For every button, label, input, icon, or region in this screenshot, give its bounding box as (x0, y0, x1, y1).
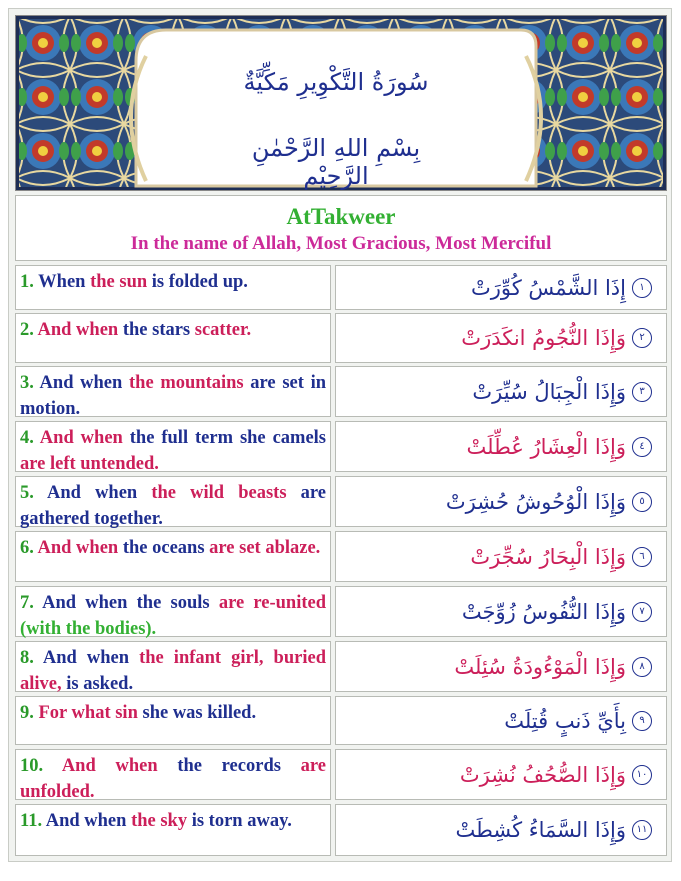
verse-translation (15, 476, 331, 527)
verse-arabic-text: وَإِذَا الْبِحَارُ سُجِّرَتْ (470, 544, 626, 569)
verse-arabic-cell (335, 421, 667, 472)
verse-arabic-cell (335, 586, 667, 637)
verse-text-segment: the sky (131, 811, 188, 831)
verse-row (15, 421, 667, 472)
verse-translation (15, 265, 331, 310)
verse-number: 10. (20, 756, 62, 776)
verse-text-segment: (with the bodies). (20, 619, 157, 639)
surah-title: AtTakweer (286, 204, 396, 229)
verse-translation (15, 531, 331, 582)
verse-text-segment: the full term she camels (122, 428, 326, 448)
verse-end-marker-icon: ٢ (632, 328, 652, 348)
verse-text-segment: are left untended. (20, 454, 159, 474)
verse-end-marker-icon: ٧ (632, 602, 652, 622)
verse-text-segment: she was killed. (137, 703, 257, 723)
verse-end-marker-icon: ١١ (632, 820, 652, 840)
verse-text-segment: are re-united (218, 593, 327, 613)
verse-text-segment: is asked. (61, 674, 134, 694)
verse-arabic-text: وَإِذَا الْمَوْءُودَةُ سُئِلَتْ (454, 654, 626, 679)
verse-row (15, 586, 667, 637)
verse-row (15, 804, 667, 856)
verse-number: 1. (20, 272, 39, 292)
verse-text-segment: scatter. (194, 320, 252, 340)
verse-text-segment: the stars (122, 320, 195, 340)
verse-arabic-cell (335, 366, 667, 417)
verse-arabic-text: إِذَا الشَّمْسُ كُوِّرَتْ (470, 275, 626, 300)
verse-translation (15, 313, 331, 363)
verse-number: 3. (20, 373, 40, 393)
verse-text-segment: the mountains (129, 373, 244, 393)
basmala-arabic: بِسْمِ اللهِ الرَّحْمٰنِ الرَّحِيْمِ (251, 134, 421, 190)
verse-arabic-text: وَإِذَا الصُّحُفُ نُشِرَتْ (459, 762, 626, 787)
verse-row (15, 313, 667, 363)
page-frame (8, 8, 672, 862)
verse-text-segment: are unfolded. (20, 756, 326, 802)
surah-name-arabic: سُورَةُ التَّكْوِيرِ مَكِّيَّةٌ (243, 68, 429, 96)
verse-row (15, 531, 667, 582)
verse-arabic-text: وَإِذَا السَّمَاءُ كُشِطَتْ (455, 818, 626, 842)
verse-number: 8. (20, 648, 43, 668)
verse-text-segment: And when (61, 756, 178, 776)
verse-row (15, 696, 667, 745)
verse-text-segment: are gathered together. (20, 483, 327, 529)
verse-text-segment: And when (39, 373, 129, 393)
verse-end-marker-icon: ١ (632, 278, 652, 298)
verse-arabic-cell (335, 804, 667, 856)
verse-text-segment: And when (45, 811, 132, 831)
verse-text-segment: For what sin (38, 703, 138, 723)
verse-text-segment: And when the souls (42, 593, 219, 613)
verse-number: 7. (20, 593, 43, 613)
verse-translation (15, 804, 331, 856)
verse-translation (15, 366, 331, 417)
verse-text-segment: the infant girl, buried alive, (20, 648, 326, 694)
verse-number: 5. (20, 483, 47, 503)
verse-text-segment: And when (37, 320, 123, 340)
verse-arabic-cell (335, 641, 667, 692)
verse-text-segment: the records (177, 756, 301, 776)
verse-text-segment: is folded up. (147, 272, 248, 292)
verse-text-segment: And when (42, 648, 140, 668)
verse-arabic-text: وَإِذَا النُّفُوسُ زُوِّجَتْ (461, 599, 626, 624)
verse-end-marker-icon: ٩ (632, 711, 652, 731)
verse-arabic-cell (335, 313, 667, 363)
verse-translation (15, 749, 331, 800)
verse-text-segment: are set in motion. (20, 373, 326, 419)
verse-arabic-cell (335, 696, 667, 745)
verse-arabic-text: وَإِذَا الْوُحُوشُ حُشِرَتْ (445, 489, 626, 514)
verse-number: 6. (20, 538, 38, 558)
verse-number: 11. (20, 811, 46, 831)
verse-text-segment: is torn away. (187, 811, 292, 831)
verse-text-segment: the sun (90, 272, 148, 292)
verse-row (15, 749, 667, 800)
verse-end-marker-icon: ٦ (632, 547, 652, 567)
verse-number: 4. (20, 428, 40, 448)
verse-number: 2. (20, 320, 38, 340)
verse-text-segment: the wild beasts (151, 483, 287, 503)
verse-text-segment: And when (39, 428, 123, 448)
verse-number: 9. (20, 703, 39, 723)
verse-row (15, 366, 667, 417)
verse-end-marker-icon: ٥ (632, 492, 652, 512)
verse-translation (15, 586, 331, 637)
verse-text-segment: are set ablaze. (209, 538, 321, 558)
verse-translation (15, 641, 331, 692)
basmala-translation: In the name of Allah, Most Gracious, Most Merciful (130, 233, 552, 254)
verse-text-segment: And when (47, 483, 152, 503)
verse-arabic-text: وَإِذَا الْجِبَالُ سُيِّرَتْ (472, 379, 626, 404)
verse-arabic-text: وَإِذَا الْعِشَارُ عُطِّلَتْ (466, 434, 626, 459)
verse-text-segment: And when (37, 538, 119, 558)
verse-translation (15, 421, 331, 472)
verse-arabic-cell (335, 531, 667, 582)
verse-arabic-text: بِأَيِّ ذَنبٍ قُتِلَتْ (504, 708, 626, 733)
verse-arabic-cell (335, 265, 667, 310)
verse-row (15, 476, 667, 527)
verse-end-marker-icon: ٣ (632, 382, 652, 402)
verse-end-marker-icon: ٨ (632, 657, 652, 677)
title-panel (15, 195, 667, 261)
verse-arabic-cell (335, 476, 667, 527)
verse-text-segment: the oceans (118, 538, 210, 558)
verse-end-marker-icon: ١٠ (632, 765, 652, 785)
verse-end-marker-icon: ٤ (632, 437, 652, 457)
verse-arabic-cell (335, 749, 667, 800)
verse-arabic-text: وَإِذَا النُّجُومُ انكَدَرَتْ (461, 326, 626, 350)
surah-header-banner (15, 15, 667, 191)
verse-row (15, 265, 667, 310)
verse-translation (15, 696, 331, 745)
verse-row (15, 641, 667, 692)
verse-text-segment: When (38, 272, 91, 292)
